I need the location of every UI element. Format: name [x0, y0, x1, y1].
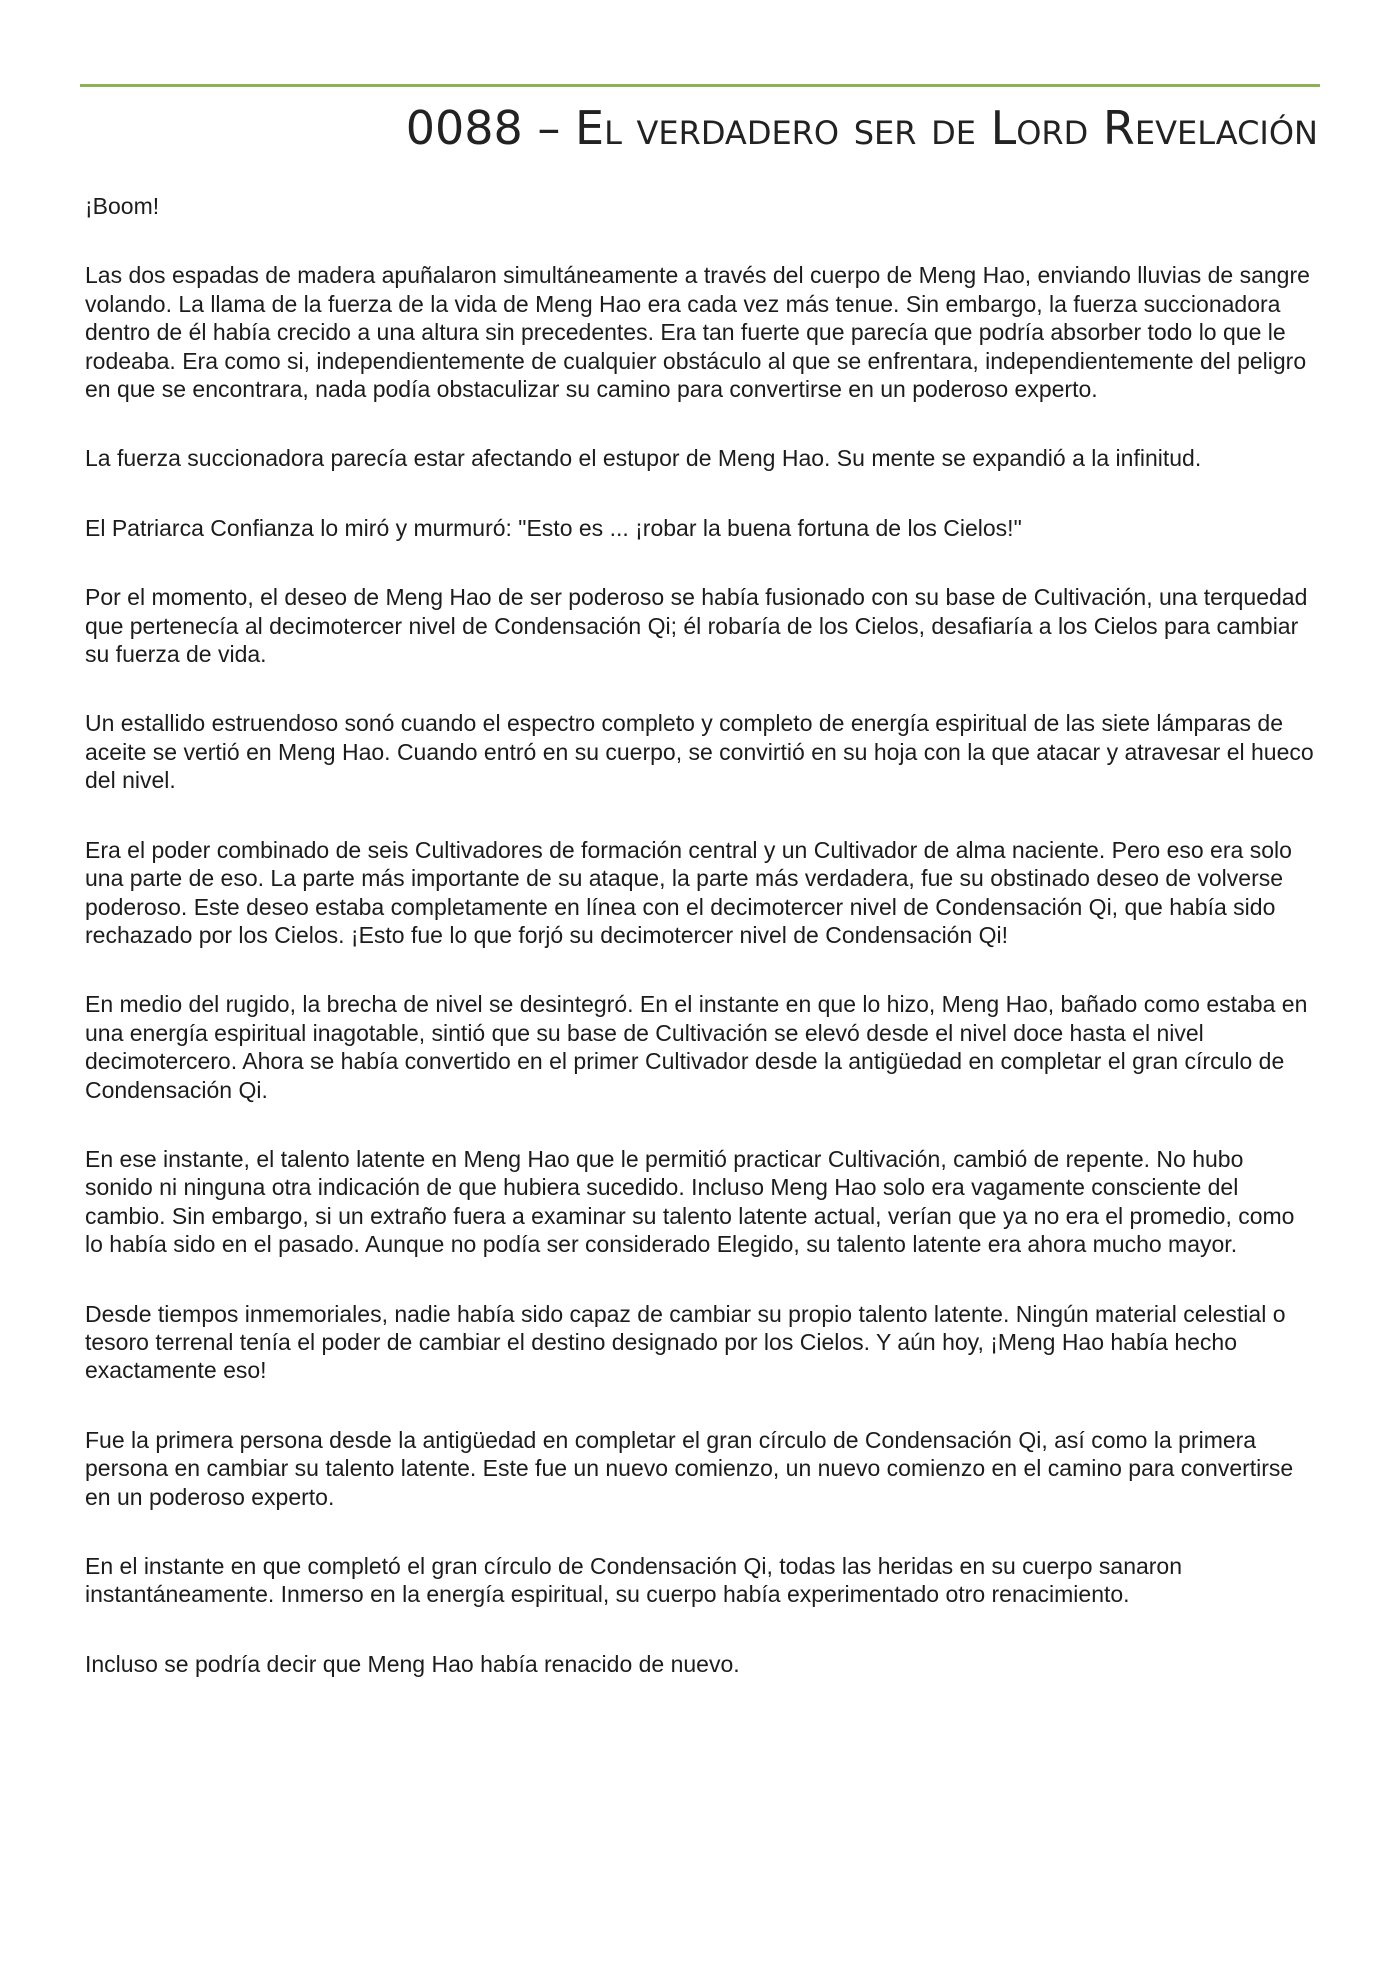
paragraph-6: Un estallido estruendoso sonó cuando el espectro completo y completo de energía espiritual de las siete lámparas de aceite se vertió en Meng Hao. Cuando entró en su cuerpo, se convirtió en su hoja con la que atacar y atravesar el hueco del nivel.	[85, 710, 1314, 794]
paragraph-4: El Patriarca Confianza lo miró y murmuró: "Esto es ... ¡robar la buena fortuna de los Cielos!"	[85, 514, 1022, 541]
paragraph-11: Fue la primera persona desde la antigüedad en completar el gran círculo de Condensación Qi, así como la primera persona en cambiar su talento latente. Este fue un nuevo comienzo, un nuevo comienzo en el camino para convertirse en un poderoso experto.	[85, 1426, 1294, 1510]
paragraph-2: Las dos espadas de madera apuñalaron simultáneamente a través del cuerpo de Meng Hao, enviando lluvias de sangre volando. La llama de la fuerza de la vida de Meng Hao era cada vez más tenue. Sin embargo, la fuerza succionadora dentro de él había crecido a una altura sin precedentes. Era tan fuerte que parecía que podría absorber todo lo que le rodeaba. Era como si, independientemente de cualquier obstáculo al que se enfrentara, independientemente del peligro en que se encontrara, nada podía obstaculizar su camino para convertirse en un poderoso experto.	[85, 262, 1310, 403]
paragraph-12: En el instante en que completó el gran círculo de Condensación Qi, todas las heridas en su cuerpo sanaron instantáneamente. Inmerso en la energía espiritual, su cuerpo había experimentado otro renacimiento.	[85, 1553, 1183, 1608]
chapter-body	[85, 192, 1317, 1719]
paragraph-1: ¡Boom!	[85, 193, 160, 219]
paragraph-3: La fuerza succionadora parecía estar afectando el estupor de Meng Hao. Su mente se expandió a la infinitud.	[85, 445, 1202, 472]
paragraph-10: Desde tiempos inmemoriales, nadie había sido capaz de cambiar su propio talento latente. Ningún material celestial o tesoro terrenal tenía el poder de cambiar el destino designado por los Cielos. Y aún hoy, ¡Meng Hao había hecho exactamente eso!	[85, 1300, 1286, 1384]
paragraph-9: En ese instante, el talento latente en Meng Hao que le permitió practicar Cultivación, cambió de repente. No hubo sonido ni ninguna otra indicación de que hubiera sucedido. Incluso Meng Hao solo era vagamente consciente del cambio. Sin embargo, si un extraño fuera a examinar su talento latente actual, verían que ya no era el promedio, como lo había sido en el pasado. Aunque no podía ser considerado Elegido, su talento latente era ahora mucho mayor.	[85, 1145, 1295, 1258]
paragraph-13: Incluso se podría decir que Meng Hao había renacido de nuevo.	[85, 1650, 740, 1677]
header-rule	[80, 84, 1320, 87]
paragraph-7: Era el poder combinado de seis Cultivadores de formación central y un Cultivador de alma naciente. Pero eso era solo una parte de eso. La parte más importante de su ataque, la parte más verdadera, fue su obstinado deseo de volverse poderoso. Este deseo estaba completamente en línea con el decimotercer nivel de Condensación Qi, que había sido rechazado por los Cielos. ¡Esto fue lo que forjó su decimotercer nivel de Condensación Qi!	[85, 836, 1292, 948]
paragraph-5: Por el momento, el deseo de Meng Hao de ser poderoso se había fusionado con su base de Cultivación, una terquedad que pertenecía al decimotercer nivel de Condensación Qi; él robaría de los Cielos, desafiaría a los Cielos para cambiar su fuerza de vida.	[85, 584, 1308, 668]
chapter-title: 0088 – El verdadero ser de Lord Revelación	[405, 101, 1318, 155]
paragraph-8: En medio del rugido, la brecha de nivel se desintegró. En el instante en que lo hizo, Meng Hao, bañado como estaba en una energía espiritual inagotable, sintió que su base de Cultivación se elevó desde el nivel doce hasta el nivel decimotercero. Ahora se había convertido en el primer Cultivador desde la antigüedad en completar el gran círculo de Condensación Qi.	[85, 991, 1308, 1103]
